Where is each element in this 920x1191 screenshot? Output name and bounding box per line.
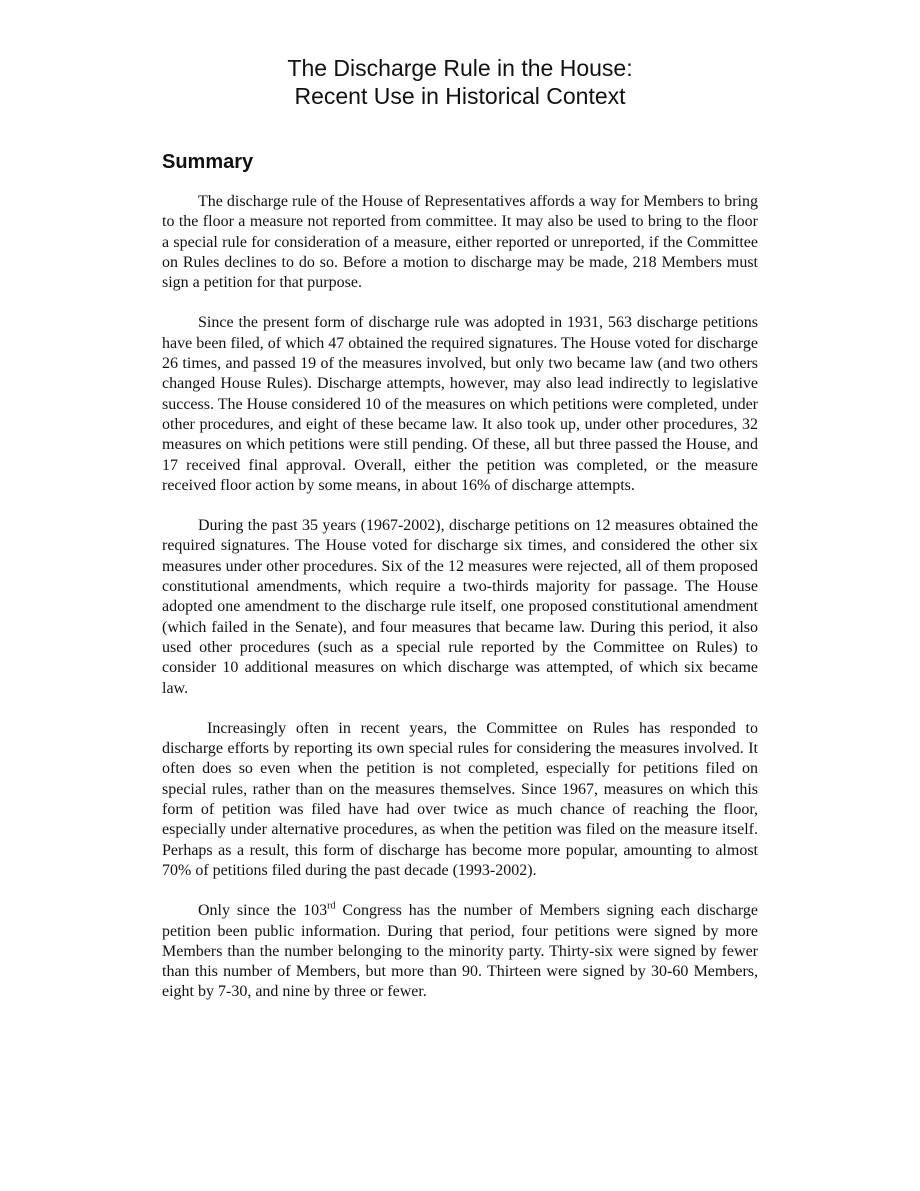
paragraph-5 <box>162 901 758 1002</box>
paragraph-3: During the past 35 years (1967-2002), discharge petitions on 12 measures obtained the required signatures. The House voted for discharge six times, and considered the other six measures under other procedures. Six of the 12 measures were rejected, all of them proposed constitutional amendments, which require a two-thirds majority for passage. The House adopted one amendment to the discharge rule itself, one proposed constitutional amendment (which failed in the Senate), and four measures that became law. During this period, it also used other procedures (such as a special rule reported by the Committee on Rules) to consider 10 additional measures on which discharge was attempted, of which six became law. <box>162 517 758 697</box>
paragraph-5-start: Only since the 103 <box>198 902 328 920</box>
section-heading: Summary <box>162 151 254 173</box>
title-line-2: Recent Use in Historical Context <box>294 83 626 109</box>
ordinal-suffix: rd <box>327 900 336 912</box>
paragraph-5-rest: Congress has the number of Members signing each discharge petition been public information. During that period, four petitions were signed by more Members than the number belonging to the minority party. Thirty-six were signed by fewer than this number of Members, but more than 90. Thirteen were signed by 30-60 Members, eight by 7-30, and nine by three or fewer. <box>162 902 759 1001</box>
title-line-1: The Discharge Rule in the House: <box>287 55 633 81</box>
document-page <box>162 54 758 1023</box>
paragraph-1: The discharge rule of the House of Representatives affords a way for Members to bring to the floor a measure not reported from committee. It may also be used to bring to the floor a special rule for consideration of a measure, either reported or unreported, if the Committee on Rules declines to do so. Before a motion to discharge may be made, 218 Members must sign a petition for that purpose. <box>162 193 758 292</box>
paragraph-4: Increasingly often in recent years, the Committee on Rules has responded to discharge efforts by reporting its own special rules for considering the measures involved. It often does so even when the petition is not completed, especially for petitions filed on special rules, rather than on the measures themselves. Since 1967, measures on which this form of petition was filed have had over twice as much chance of reaching the floor, especially under alternative procedures, as when the petition was filed on the measure itself. Perhaps as a result, this form of discharge has become more popular, amounting to almost 70% of petitions filed during the past decade (1993-2002). <box>162 719 758 879</box>
document-title <box>162 54 758 110</box>
paragraph-2: Since the present form of discharge rule was adopted in 1931, 563 discharge petitions have been filed, of which 47 obtained the required signatures. The House voted for discharge 26 times, and passed 19 of the measures involved, but only two became law (and two others changed House Rules). Discharge attempts, however, may also lead indirectly to legislative success. The House considered 10 of the measures on which petitions were completed, under other procedures, and eight of these became law. It also took up, under other procedures, 32 measures on which petitions were still pending. Of these, all but three passed the House, and 17 received final approval. Overall, either the petition was completed, or the measure received floor action by some means, in about 16% of discharge attempts. <box>162 314 758 494</box>
